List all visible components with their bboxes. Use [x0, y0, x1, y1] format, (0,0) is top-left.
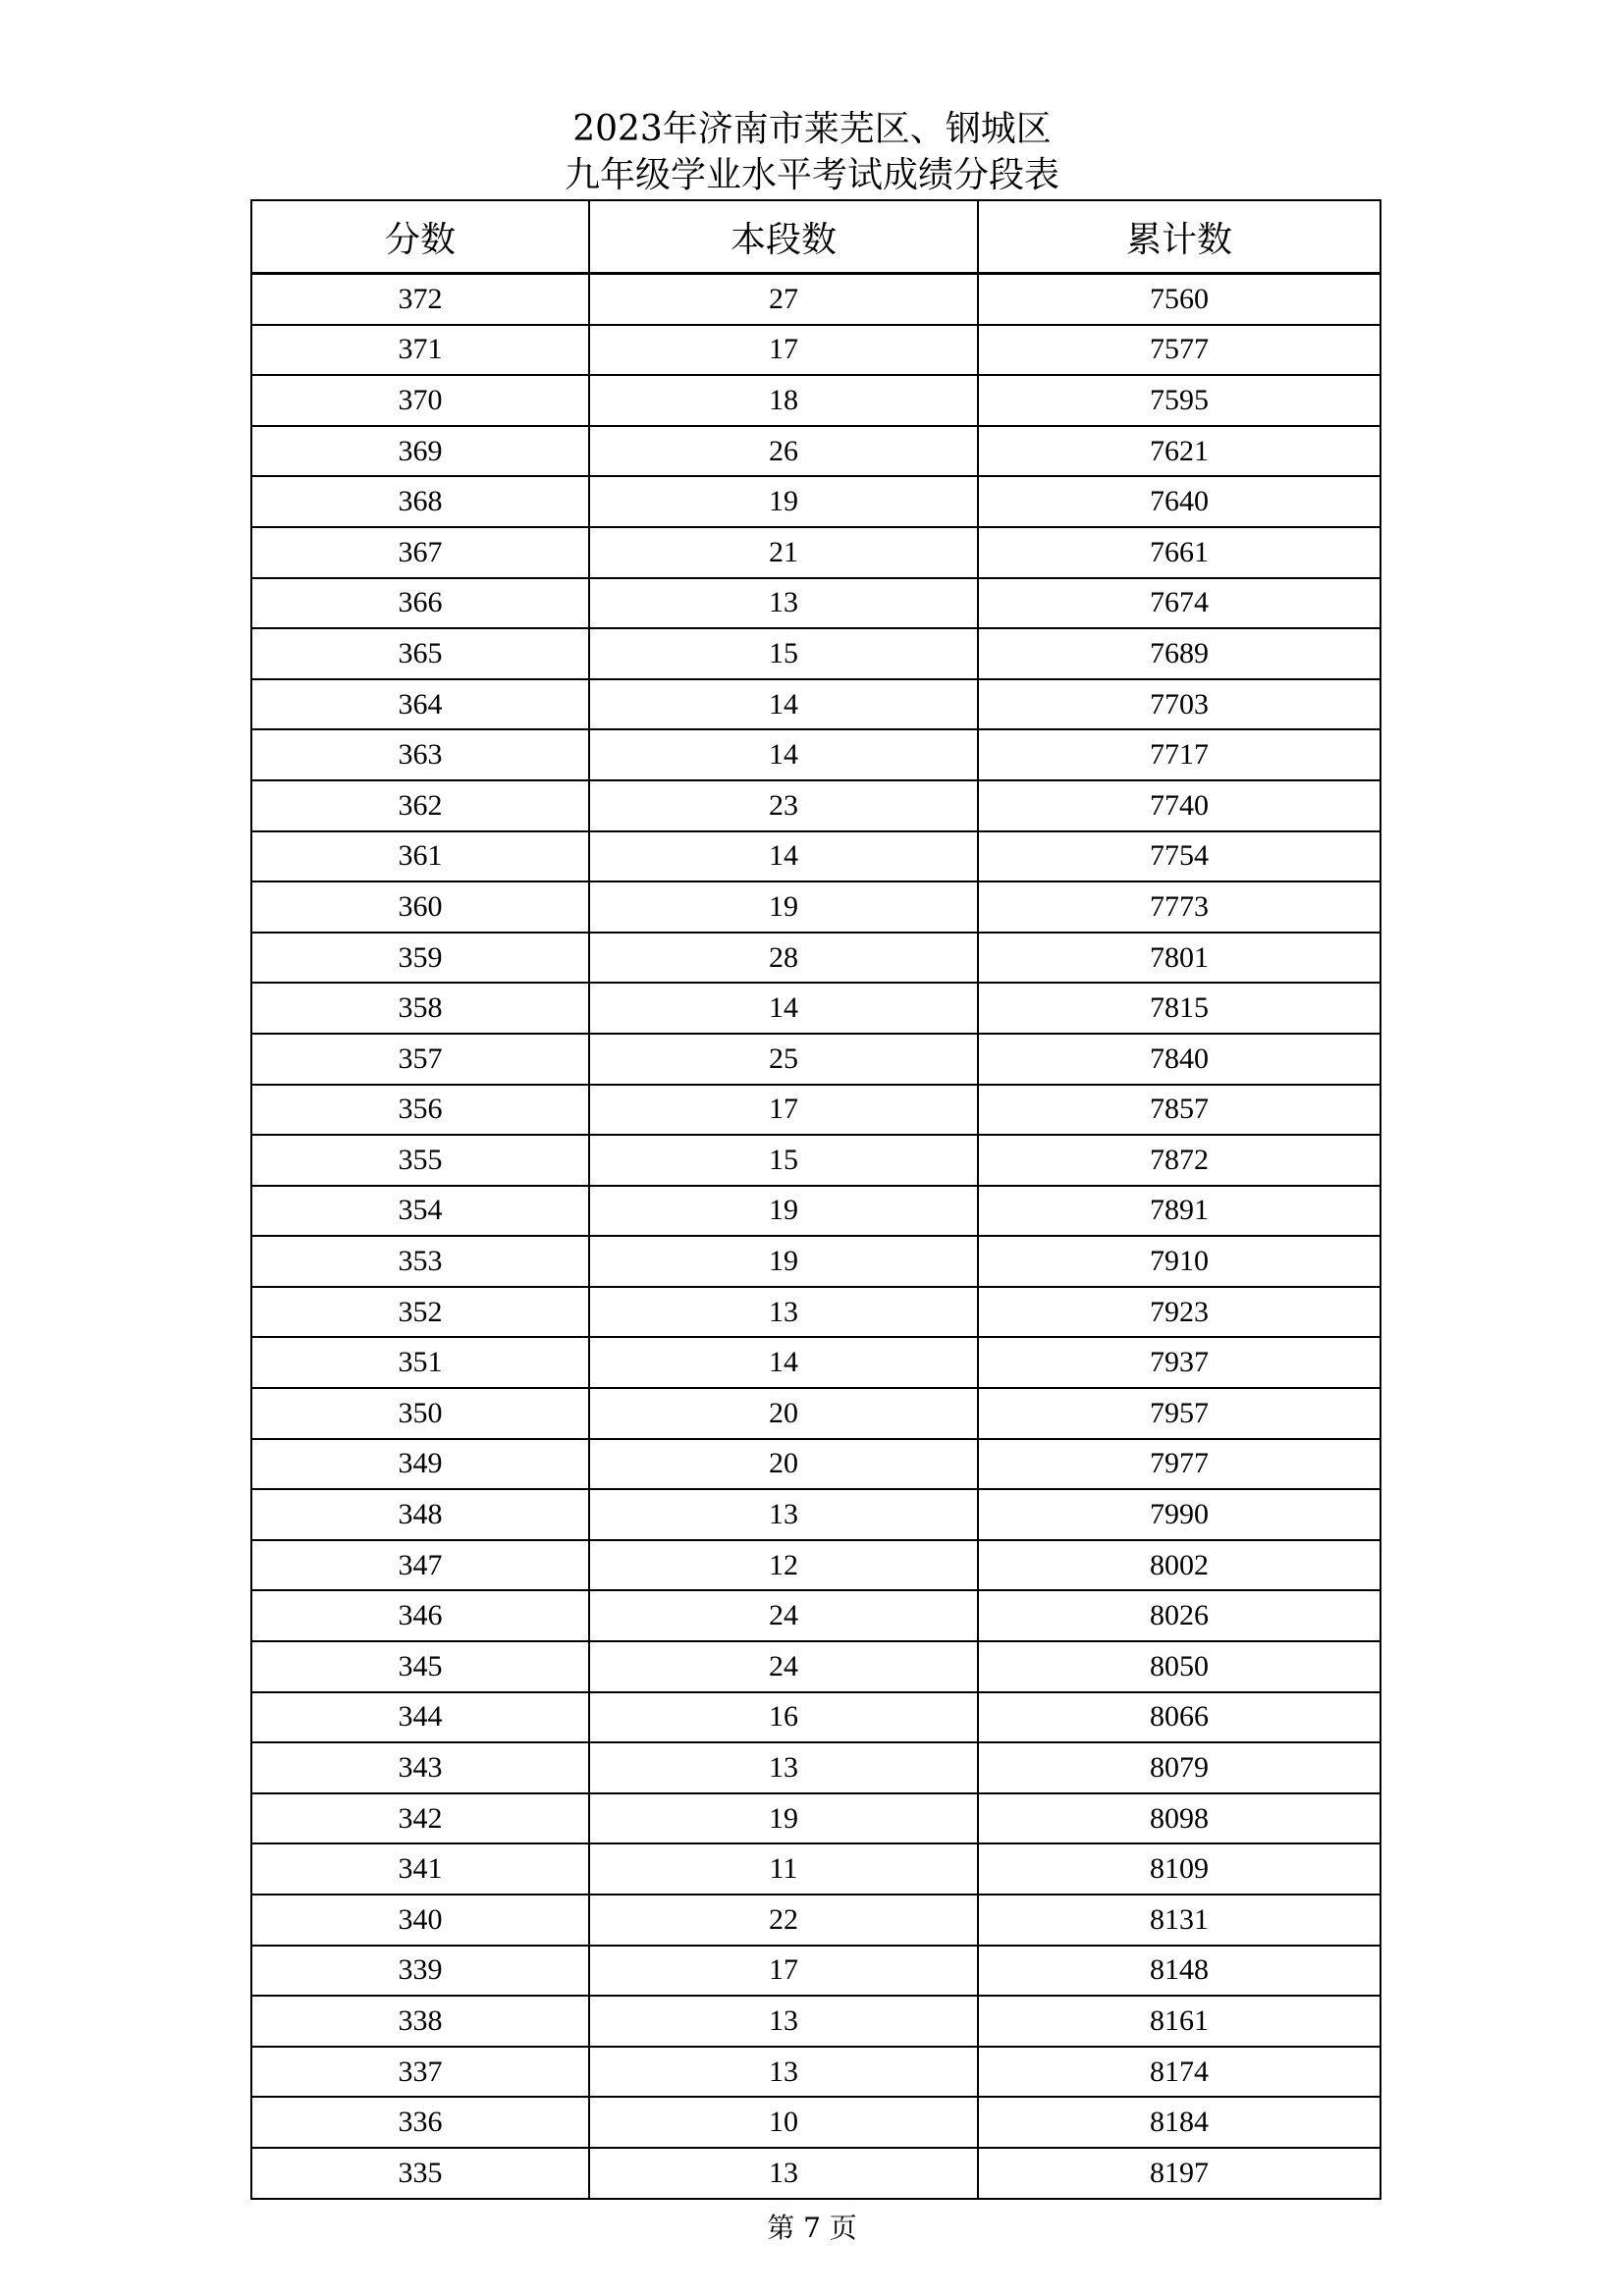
table-row — [251, 1742, 1380, 1793]
table-row — [251, 1337, 1380, 1388]
cumulative-count-cell: 7815 — [978, 983, 1380, 1034]
score-cell: 359 — [251, 933, 589, 984]
segment-count-cell: 14 — [589, 983, 978, 1034]
table-row — [251, 426, 1380, 477]
score-cell: 346 — [251, 1590, 589, 1641]
cumulative-count-cell: 8050 — [978, 1641, 1380, 1692]
table-row — [251, 628, 1380, 679]
cumulative-count-cell: 7801 — [978, 933, 1380, 984]
cumulative-count-cell: 8174 — [978, 2047, 1380, 2098]
cumulative-count-cell: 7957 — [978, 1388, 1380, 1439]
score-cell: 366 — [251, 578, 589, 629]
score-cell: 345 — [251, 1641, 589, 1692]
segment-count-cell: 24 — [589, 1641, 978, 1692]
segment-count-cell: 19 — [589, 881, 978, 933]
segment-count-cell: 13 — [589, 1287, 978, 1338]
header-score: 分数 — [251, 200, 589, 274]
score-cell: 351 — [251, 1337, 589, 1388]
table-row — [251, 2097, 1380, 2148]
table-row — [251, 2148, 1380, 2199]
table-row — [251, 1641, 1380, 1692]
table-row — [251, 274, 1380, 325]
cumulative-count-cell: 8161 — [978, 1996, 1380, 2047]
segment-count-cell: 20 — [589, 1388, 978, 1439]
table-row — [251, 1996, 1380, 2047]
score-cell: 349 — [251, 1439, 589, 1490]
table-row — [251, 1186, 1380, 1237]
table-row — [251, 831, 1380, 882]
score-cell: 355 — [251, 1135, 589, 1186]
score-cell: 358 — [251, 983, 589, 1034]
table-row — [251, 1895, 1380, 1946]
segment-count-cell: 19 — [589, 1793, 978, 1844]
segment-count-cell: 13 — [589, 578, 978, 629]
cumulative-count-cell: 7689 — [978, 628, 1380, 679]
cumulative-count-cell: 8079 — [978, 1742, 1380, 1793]
score-cell: 337 — [251, 2047, 589, 2098]
segment-count-cell: 23 — [589, 780, 978, 831]
score-cell: 360 — [251, 881, 589, 933]
header-cumulative-count: 累计数 — [978, 200, 1380, 274]
segment-count-cell: 13 — [589, 2047, 978, 2098]
table-row — [251, 881, 1380, 933]
score-cell: 352 — [251, 1287, 589, 1338]
cumulative-count-cell: 7891 — [978, 1186, 1380, 1237]
cumulative-count-cell: 7923 — [978, 1287, 1380, 1338]
table-row — [251, 780, 1380, 831]
score-cell: 363 — [251, 729, 589, 780]
table-row — [251, 1540, 1380, 1591]
cumulative-count-cell: 8148 — [978, 1946, 1380, 1997]
table-row — [251, 729, 1380, 780]
score-cell: 370 — [251, 375, 589, 426]
score-cell: 372 — [251, 274, 589, 325]
table-row — [251, 679, 1380, 730]
cumulative-count-cell: 8098 — [978, 1793, 1380, 1844]
cumulative-count-cell: 7910 — [978, 1236, 1380, 1287]
table-row — [251, 1135, 1380, 1186]
segment-count-cell: 14 — [589, 729, 978, 780]
score-cell: 347 — [251, 1540, 589, 1591]
cumulative-count-cell: 8197 — [978, 2148, 1380, 2199]
score-cell: 354 — [251, 1186, 589, 1237]
segment-count-cell: 10 — [589, 2097, 978, 2148]
segment-count-cell: 27 — [589, 274, 978, 325]
table-row — [251, 1489, 1380, 1540]
cumulative-count-cell: 7595 — [978, 375, 1380, 426]
table-row — [251, 1287, 1380, 1338]
cumulative-count-cell: 7577 — [978, 325, 1380, 376]
segment-count-cell: 20 — [589, 1439, 978, 1490]
table-row — [251, 1034, 1380, 1085]
segment-count-cell: 12 — [589, 1540, 978, 1591]
cumulative-count-cell: 7717 — [978, 729, 1380, 780]
cumulative-count-cell: 7977 — [978, 1439, 1380, 1490]
segment-count-cell: 17 — [589, 325, 978, 376]
segment-count-cell: 26 — [589, 426, 978, 477]
cumulative-count-cell: 7703 — [978, 679, 1380, 730]
segment-count-cell: 14 — [589, 679, 978, 730]
score-cell: 364 — [251, 679, 589, 730]
segment-count-cell: 11 — [589, 1843, 978, 1895]
table-row — [251, 375, 1380, 426]
cumulative-count-cell: 8026 — [978, 1590, 1380, 1641]
cumulative-count-cell: 7621 — [978, 426, 1380, 477]
table-row — [251, 527, 1380, 578]
segment-count-cell: 24 — [589, 1590, 978, 1641]
score-cell: 336 — [251, 2097, 589, 2148]
score-cell: 340 — [251, 1895, 589, 1946]
score-cell: 362 — [251, 780, 589, 831]
table-row — [251, 1692, 1380, 1743]
score-cell: 342 — [251, 1793, 589, 1844]
score-cell: 339 — [251, 1946, 589, 1997]
cumulative-count-cell: 7560 — [978, 274, 1380, 325]
segment-count-cell: 22 — [589, 1895, 978, 1946]
table-row — [251, 1843, 1380, 1895]
segment-count-cell: 14 — [589, 831, 978, 882]
segment-count-cell: 19 — [589, 1186, 978, 1237]
table-row — [251, 983, 1380, 1034]
cumulative-count-cell: 7872 — [978, 1135, 1380, 1186]
cumulative-count-cell: 8066 — [978, 1692, 1380, 1743]
score-cell: 341 — [251, 1843, 589, 1895]
segment-count-cell: 16 — [589, 1692, 978, 1743]
segment-count-cell: 19 — [589, 1236, 978, 1287]
cumulative-count-cell: 7840 — [978, 1034, 1380, 1085]
document-title-line2: 九年级学业水平考试成绩分段表 — [564, 155, 1059, 195]
table-row — [251, 1793, 1380, 1844]
segment-count-cell: 21 — [589, 527, 978, 578]
segment-count-cell: 25 — [589, 1034, 978, 1085]
cumulative-count-cell: 7661 — [978, 527, 1380, 578]
score-cell: 348 — [251, 1489, 589, 1540]
segment-count-cell: 15 — [589, 1135, 978, 1186]
score-cell: 357 — [251, 1034, 589, 1085]
score-cell: 350 — [251, 1388, 589, 1439]
page-number: 第 7 页 — [767, 2212, 857, 2244]
cumulative-count-cell: 7640 — [978, 476, 1380, 527]
table-row — [251, 2047, 1380, 2098]
cumulative-count-cell: 7990 — [978, 1489, 1380, 1540]
score-cell: 365 — [251, 628, 589, 679]
cumulative-count-cell: 7740 — [978, 780, 1380, 831]
cumulative-count-cell: 7937 — [978, 1337, 1380, 1388]
cumulative-count-cell: 7754 — [978, 831, 1380, 882]
table-row — [251, 933, 1380, 984]
table-row — [251, 578, 1380, 629]
table-row — [251, 1590, 1380, 1641]
table-row — [251, 1388, 1380, 1439]
table-row — [251, 1439, 1380, 1490]
cumulative-count-cell: 7857 — [978, 1085, 1380, 1136]
cumulative-count-cell: 8002 — [978, 1540, 1380, 1591]
table-row — [251, 325, 1380, 376]
table-row — [251, 1085, 1380, 1136]
score-cell: 343 — [251, 1742, 589, 1793]
score-cell: 338 — [251, 1996, 589, 2047]
score-cell: 356 — [251, 1085, 589, 1136]
segment-count-cell: 13 — [589, 2148, 978, 2199]
cumulative-count-cell: 8109 — [978, 1843, 1380, 1895]
cumulative-count-cell: 7773 — [978, 881, 1380, 933]
cumulative-count-cell: 8131 — [978, 1895, 1380, 1946]
table-row — [251, 1946, 1380, 1997]
score-cell: 367 — [251, 527, 589, 578]
segment-count-cell: 28 — [589, 933, 978, 984]
score-cell: 368 — [251, 476, 589, 527]
score-cell: 335 — [251, 2148, 589, 2199]
segment-count-cell: 14 — [589, 1337, 978, 1388]
cumulative-count-cell: 7674 — [978, 578, 1380, 629]
score-cell: 344 — [251, 1692, 589, 1743]
table-header-row — [251, 200, 1380, 274]
score-cell: 353 — [251, 1236, 589, 1287]
segment-count-cell: 17 — [589, 1946, 978, 1997]
score-cell: 369 — [251, 426, 589, 477]
cumulative-count-cell: 8184 — [978, 2097, 1380, 2148]
score-cell: 361 — [251, 831, 589, 882]
segment-count-cell: 17 — [589, 1085, 978, 1136]
segment-count-cell: 13 — [589, 1742, 978, 1793]
segment-count-cell: 15 — [589, 628, 978, 679]
segment-count-cell: 18 — [589, 375, 978, 426]
score-distribution-table — [250, 199, 1381, 2200]
segment-count-cell: 13 — [589, 1996, 978, 2047]
table-row — [251, 476, 1380, 527]
score-cell: 371 — [251, 325, 589, 376]
table-row — [251, 1236, 1380, 1287]
document-title-line1: 2023年济南市莱芜区、钢城区 — [572, 109, 1052, 149]
header-segment-count: 本段数 — [589, 200, 978, 274]
segment-count-cell: 19 — [589, 476, 978, 527]
segment-count-cell: 13 — [589, 1489, 978, 1540]
